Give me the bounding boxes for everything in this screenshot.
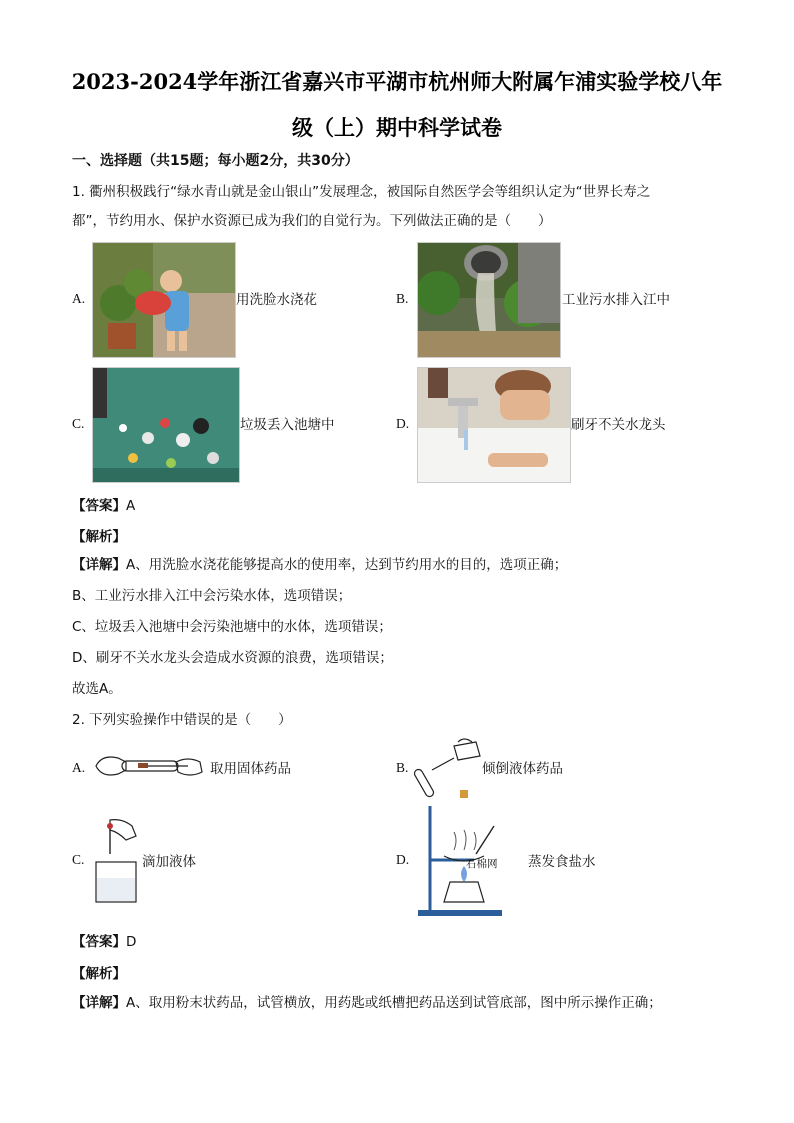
q1-answer [72, 494, 135, 514]
dropper-beaker-icon [92, 818, 142, 904]
q1-option-a-image [92, 242, 236, 358]
q2-option-d-letter: D. [396, 852, 410, 867]
q1-answer-value: A [126, 498, 136, 514]
q1-option-c-text: 垃圾丢入池塘中 [240, 417, 335, 433]
q1-option-b-letter: B. [396, 291, 409, 306]
page-title-line1: 2023-2024学年浙江省嘉兴市平湖市杭州师大附属乍浦实验学校八年 [71, 69, 723, 94]
page-title-line2: 级（上）期中科学试卷 [292, 115, 502, 140]
q1-option-a-letter: A. [72, 291, 86, 306]
q1-stem-line2: 都”，节约用水、保护水资源已成为我们的自觉行为。下列做法正确的是（ ） [72, 213, 552, 229]
q2-option-c-letter: C. [72, 852, 85, 867]
q2-answer [72, 930, 136, 950]
q1-option-d-image [417, 367, 571, 483]
q2-answer-label: 【答案】 [72, 934, 126, 950]
q1-stem-line1: 1. 衢州积极践行“绿水青山就是金山银山”发展理念，被国际自然医学会等组织认定为“世界长寿之 [72, 184, 651, 200]
q1-detail-line5: 故选A。 [72, 681, 122, 697]
q1-option-b-image [417, 242, 561, 358]
q2-detail-line1: 【详解】A、取用粉末状药品，试管横放，用药匙或纸槽把药品送到试管底部，图中所示操作正确； [72, 995, 662, 1011]
q2-answer-value: D [126, 934, 137, 950]
q1-analysis-label: 【解析】 [72, 529, 126, 545]
q2-option-d-text: 蒸发食盐水 [528, 854, 596, 870]
q1-detail-line2: B、工业污水排入江中会污染水体，选项错误； [72, 588, 352, 604]
q1-option-c-letter: C. [72, 416, 85, 431]
q1-option-a-text: 用洗脸水浇花 [236, 292, 317, 308]
q2-option-c-text: 滴加液体 [142, 854, 196, 870]
q1-detail-line1: 【详解】A、用洗脸水浇花能够提高水的使用率，达到节约用水的目的，选项正确； [72, 557, 568, 573]
q1-option-c-image [92, 367, 240, 483]
q2-option-b-text: 倾倒液体药品 [482, 761, 563, 777]
q2-option-a-letter: A. [72, 760, 86, 775]
q1-option-b-text: 工业污水排入江中 [562, 292, 670, 308]
pour-liquid-icon [414, 738, 486, 802]
q2-stem: 2. 下列实验操作中错误的是（ ） [72, 712, 292, 728]
q1-option-d-letter: D. [396, 416, 410, 431]
q1-option-d-text: 刷牙不关水龙头 [571, 417, 666, 433]
q2-detail-label: 【详解】 [72, 995, 126, 1011]
q1-detail-line4: D、刷牙不关水龙头会造成水资源的浪费，选项错误； [72, 650, 393, 666]
q1-answer-label: 【答案】 [72, 498, 126, 514]
section-heading: 一、选择题（共15题；每小题2分，共30分） [72, 153, 359, 169]
test-tube-solid-icon [92, 748, 206, 784]
asbestos-net-label: 石棉网 [466, 859, 498, 870]
q1-detail-label: 【详解】 [72, 557, 126, 573]
q2-option-b-letter: B. [396, 760, 409, 775]
q2-option-a-text: 取用固体药品 [210, 761, 291, 777]
q2-analysis-label: 【解析】 [72, 966, 126, 982]
q1-detail-line3: C、垃圾丢入池塘中会污染池塘中的水体，选项错误； [72, 619, 392, 635]
